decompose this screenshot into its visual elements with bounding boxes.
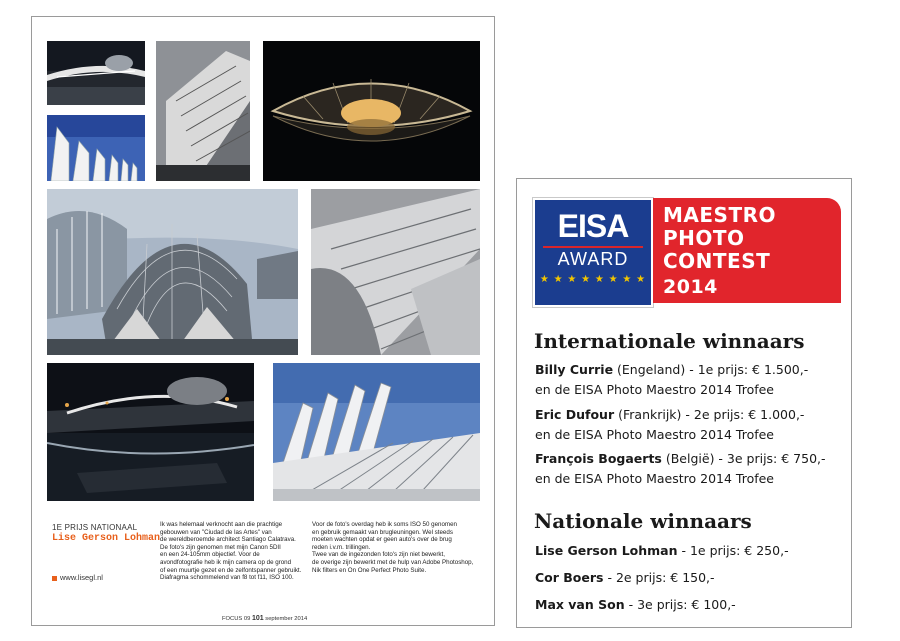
footer-date: september 2014 xyxy=(265,616,308,622)
eisa-divider xyxy=(543,246,643,248)
prize-title: 1E PRIJS NATIONAAL xyxy=(52,523,138,532)
winner-trophy: en de EISA Photo Maestro 2014 Trofee xyxy=(535,427,775,442)
winner-name: Billy Currie xyxy=(535,362,614,377)
logo-year: 2014 xyxy=(663,276,718,298)
eisa-announcement xyxy=(516,178,852,628)
page-footer xyxy=(222,615,307,622)
photo-hemisferic-day xyxy=(47,189,298,355)
photo-bridge-night xyxy=(47,41,145,105)
photo-ribs-closeup xyxy=(311,189,480,355)
photo-white-spikes xyxy=(47,115,145,181)
nat-winner-3 xyxy=(535,595,736,615)
winner-trophy: en de EISA Photo Maestro 2014 Trofee xyxy=(535,471,775,486)
national-winners-heading: Nationale winnaars xyxy=(534,509,752,533)
winner-prize: - 1e prijs: € 250,- xyxy=(677,543,789,558)
magazine-page xyxy=(31,16,495,626)
winner-name: Lise Gerson Lohman xyxy=(52,533,161,544)
winner-prize: - 3e prijs: € 100,- xyxy=(624,597,736,612)
winner-name: Max van Son xyxy=(535,597,625,612)
bullet-square-icon xyxy=(52,576,57,581)
maestro-contest-logo xyxy=(653,198,841,303)
photo-white-ribs xyxy=(156,41,250,181)
photo-hemisferic-night xyxy=(263,41,480,181)
caption-line: Voor de foto's overdag heb ik soms ISO 50 genomen xyxy=(312,521,457,528)
website-text: www.lisegl.nl xyxy=(60,573,103,582)
photo-museum-spines xyxy=(273,363,480,501)
caption-line: avondfotografie heb ik mijn camera op de grond xyxy=(160,558,292,566)
caption-line: en gebruik gemaakt van brugleuningen. Wel steeds xyxy=(312,528,453,536)
winner-name: François Bogaerts xyxy=(535,451,662,466)
award-logo-text: AWARD xyxy=(557,249,629,269)
footer-page-number: 101 xyxy=(251,615,264,622)
caption-line: Diafragma schommelend van f8 tot f11, ISO 100. xyxy=(160,574,294,582)
footer-magazine: FOCUS 09 xyxy=(222,616,251,622)
logo-line-maestro: MAESTRO xyxy=(663,203,776,227)
caption-line: Twee van de ingezonden foto's zijn niet bewerkt, xyxy=(312,551,445,559)
winner-prize: - 1e prijs: € 1.500,- xyxy=(685,362,809,377)
nat-winner-1 xyxy=(535,541,789,561)
winner-country: (België) xyxy=(665,451,715,466)
caption-line: de overige zijn bewerkt met de hulp van Adobe Photoshop, xyxy=(312,558,474,566)
caption-line: en een 24-105mm objectief. Voor de xyxy=(160,551,260,559)
logo-line-photo: PHOTO xyxy=(663,226,745,250)
winner-trophy: en de EISA Photo Maestro 2014 Trofee xyxy=(535,382,775,397)
winner-name: Lise Gerson Lohman xyxy=(535,543,678,558)
logo-line-contest: CONTEST xyxy=(663,249,771,273)
international-winners-heading: Internationale winnaars xyxy=(534,329,805,353)
intl-winner-3 xyxy=(535,449,826,489)
winner-country: (Frankrijk) xyxy=(618,407,682,422)
caption-line: gebouwen van "Ciudad de las Artes" van xyxy=(160,528,272,536)
caption-line: Nik filters en On One Perfect Photo Suite. xyxy=(312,566,427,574)
caption-line: De foto's zijn genomen met mijn Canon 5DII xyxy=(160,543,281,551)
nat-winner-2 xyxy=(535,568,715,588)
caption-column-2 xyxy=(312,521,487,574)
winner-prize: - 2e prijs: € 150,- xyxy=(603,570,715,585)
caption-line: moeten wachten opdat er geen auto's over de brug xyxy=(312,536,452,544)
eu-stars-icon: ★ ★ ★ ★ ★ ★ ★ ★ xyxy=(539,274,647,285)
winner-name: Cor Boers xyxy=(535,570,604,585)
winner-prize: - 2e prijs: € 1.000,- xyxy=(681,407,805,422)
caption-line: de wereldberoemde architect Santiago Calatrava. xyxy=(160,536,296,544)
winner-name: Eric Dufour xyxy=(535,407,615,422)
eisa-award-logo xyxy=(533,198,653,307)
photo-bridge-reflection xyxy=(47,363,254,501)
winner-country: (Engeland) xyxy=(617,362,686,377)
eisa-logo-text: EISA xyxy=(557,208,629,244)
caption-column-1 xyxy=(160,521,310,582)
intl-winner-2 xyxy=(535,405,804,445)
caption-line: reden i.v.m. trillingen. xyxy=(312,543,371,551)
caption-line: Ik was helemaal verknocht aan die prachtige xyxy=(160,521,283,528)
winner-prize: - 3e prijs: € 750,- xyxy=(714,451,826,466)
caption-line: of een muurtje gezet en de zelfontspanner gebruikt. xyxy=(160,566,302,574)
website-link[interactable] xyxy=(52,573,103,582)
intl-winner-1 xyxy=(535,360,808,400)
